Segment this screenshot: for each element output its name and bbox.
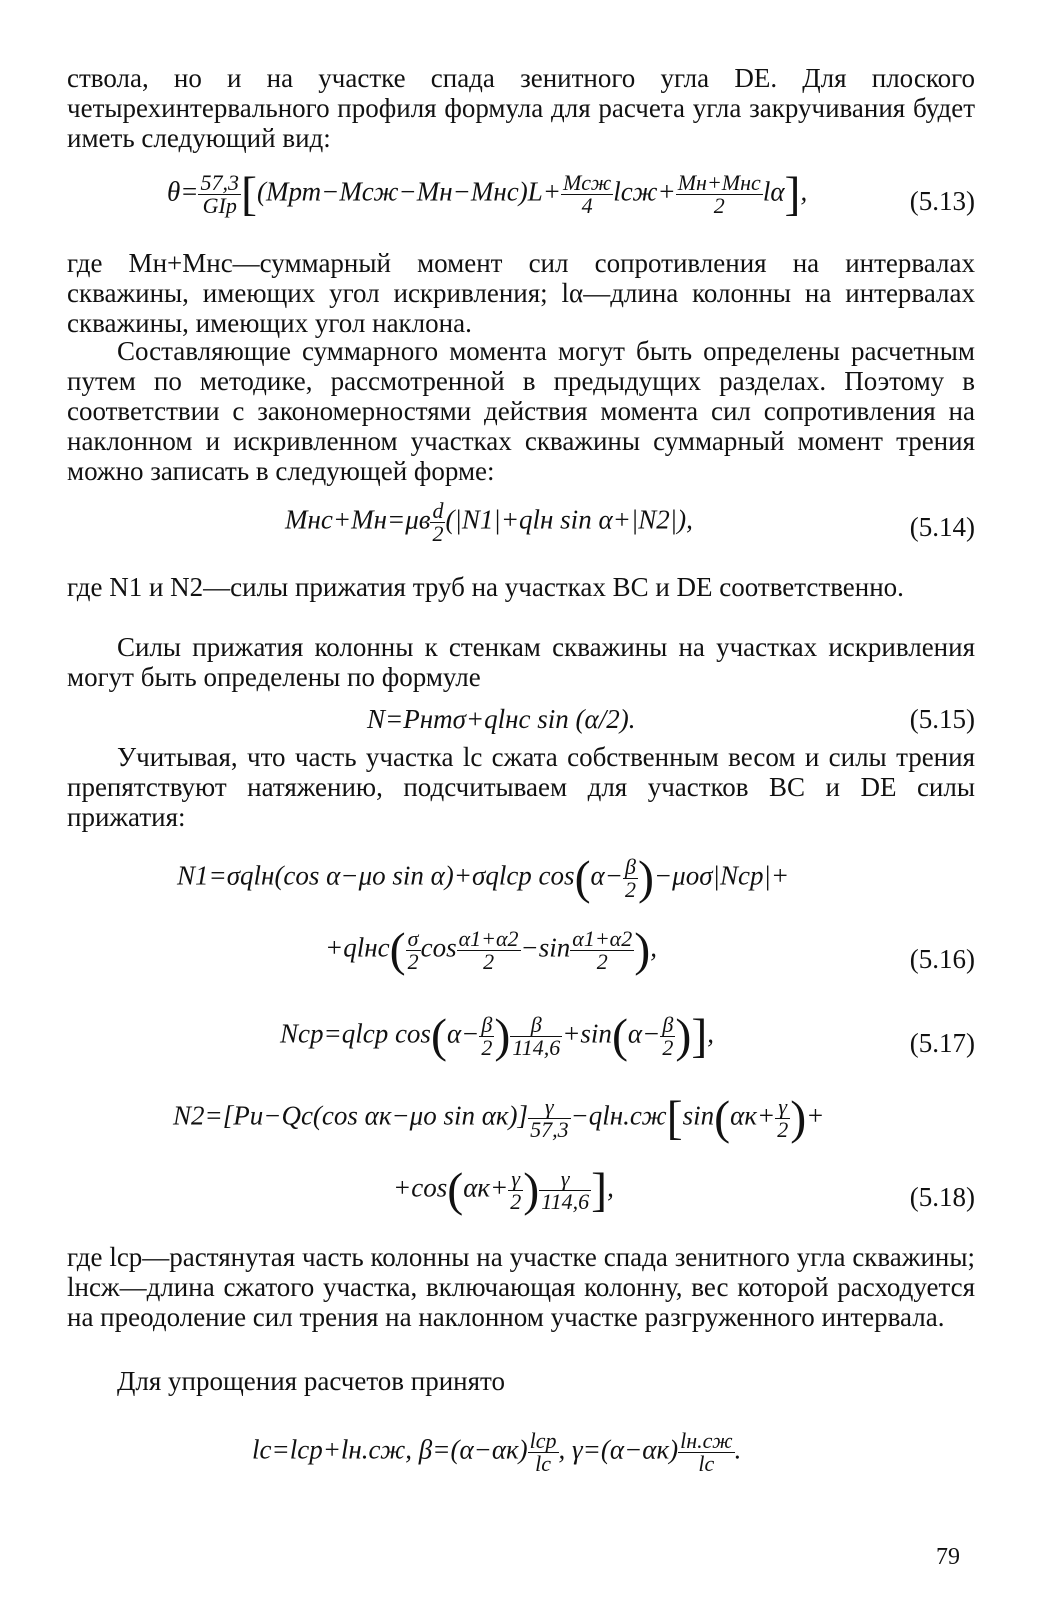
eq-body: , <box>607 1172 614 1203</box>
eq-body: N=Pнтσ+qlнс sin (α/2). <box>367 704 636 734</box>
fraction-numerator: γ <box>539 1168 591 1191</box>
eq-body: , <box>707 1018 715 1049</box>
fraction-numerator: γ <box>775 1096 790 1119</box>
paragraph-simplify: Для упрощения расчетов принято <box>117 1366 505 1396</box>
eq-body: α− <box>627 1018 661 1049</box>
fraction-denominator: lс <box>698 1451 715 1476</box>
equation-number: (5.17) <box>909 1028 975 1058</box>
eq-body: −qlн.сж <box>570 1100 667 1131</box>
eq-body: αк+ <box>463 1172 509 1203</box>
equation-5-18-line-2: +cos(αк+ $\frac{\gamma}{2}$ ) $\frac{\gamma}{114,6}$ ], (5.18) <box>393 1163 975 1217</box>
fraction-numerator: Mсж <box>562 170 612 195</box>
fraction-denominator: 2 <box>510 1189 522 1214</box>
eq-body: lсж+ <box>613 176 676 207</box>
fraction-denominator: GIp <box>202 193 237 218</box>
fraction-denominator: 2 <box>713 193 725 218</box>
fraction-numerator: γ <box>508 1168 523 1191</box>
fraction-numerator: β <box>510 1014 562 1037</box>
paragraph-intro: ствола, но и на участке спада зенитного угла DE. Для плоского четырехинтервального профиля формула для расчета угла закручивания будет иметь следующий вид: <box>67 63 975 153</box>
eq-body: lс=lср+lн.сж, β=(α−αк) <box>252 1434 528 1465</box>
fraction-numerator: β <box>660 1014 675 1037</box>
fraction-denominator: 2 <box>483 949 495 974</box>
fraction-numerator: α1+α2 <box>572 926 633 951</box>
eq-body: cos <box>420 932 457 963</box>
fraction-numerator: 57,3 <box>200 170 239 195</box>
equation-5-14 <box>67 496 975 556</box>
fraction-numerator: α1+α2 <box>458 926 519 951</box>
equation-number: (5.18) <box>909 1182 975 1212</box>
paragraph-components: Составляющие суммарного момента могут быть определены расчетным путем по методике, рассмотренной в предыдущих разделах. Поэтому в соответствии с закономерностями действия момента сил сопротивления на наклонном и искривленном участках скважины суммарный момент трения можно записать в следующей форме: <box>67 336 975 486</box>
eq-body: , γ=(α−αк) <box>558 1434 679 1465</box>
paragraph-forces: Силы прижатия колонны к стенкам скважины на участках искривления могут быть определены по формуле <box>67 632 975 692</box>
eq-lhs: θ= <box>167 176 199 207</box>
equation-final <box>67 1422 975 1486</box>
fraction-numerator: lср <box>529 1428 557 1453</box>
equation-5-16-line-1: N1=σqlн(cos α−μо sin α)+σqlср cos(α− $\frac{\beta}{2}$ )−μоσ|Nср|+ <box>177 851 790 905</box>
eq-rhs: (|N1|+qlн sin α+|N2|), <box>445 504 693 535</box>
paragraph-where-1: где Mн+Mнс—суммарный момент сил сопротивления на интервалах скважины, имеющих угол искривления; lα—длина колонны на интервалах скважины, имеющих угол наклона. <box>67 248 975 338</box>
equation-5-17: Nср=qlср cos(α− $\frac{\beta}{2}$ ) $\frac{\beta}{114,6}$ +sin(α− $\frac{\beta}{2}$ )], (5.17) <box>280 1009 975 1063</box>
fraction-denominator: 2 <box>481 1035 493 1060</box>
eq-body: (Mрт−Mсж−Mн−Mнс)L+ <box>256 176 561 207</box>
eq-body: . <box>734 1434 742 1465</box>
fraction-denominator: 4 <box>581 193 593 218</box>
fraction-denominator: 114,6 <box>541 1189 590 1214</box>
eq-body: −μоσ|Nср|+ <box>653 860 790 891</box>
equation-number: (5.15) <box>909 704 975 734</box>
fraction-numerator: σ <box>406 928 421 951</box>
fraction-denominator: 57,3 <box>530 1117 569 1142</box>
fraction-numerator: γ <box>528 1096 571 1119</box>
eq-body: +qlнс <box>325 932 390 963</box>
fraction-numerator: β <box>623 856 638 879</box>
equation-5-15 <box>67 704 975 736</box>
paragraph-where-3: где lср—растянутая часть колонны на участке спада зенитного угла скважины; lнсж—длина сжатого участка, включающая колонну, вес которой расходуется на преодоление сил трения на наклонном участке разгруженного интервала. <box>67 1242 975 1332</box>
equation-5-16-line-2: +qlнс( $\frac{\sigma}{2}$ cos $\frac{\alpha 1+\alpha 2}{2}$ −sin $\frac{\alpha 1+\alpha 2}{2}$ ), (5.16) <box>325 923 975 977</box>
eq-body: +cos <box>393 1172 448 1203</box>
fraction-numerator: d <box>432 498 444 523</box>
eq-body: sin <box>682 1100 715 1131</box>
fraction-denominator: 2 <box>624 877 636 902</box>
eq-body: N2=[Pи−Qс(cos αк−μо sin αк)] <box>173 1100 529 1131</box>
eq-body: α− <box>590 860 623 891</box>
fraction-numerator: β <box>479 1014 494 1037</box>
fraction-denominator: 2 <box>432 521 444 546</box>
eq-body: Nср=qlср cos <box>280 1018 431 1049</box>
fraction-denominator: 114,6 <box>512 1035 561 1060</box>
eq-body: , <box>650 932 657 963</box>
eq-body: −sin <box>520 932 571 963</box>
eq-body: +sin <box>562 1018 612 1049</box>
paragraph-considering: Учитывая, что часть участка lс сжата собственным весом и силы трения препятствуют натяжению, подсчитываем для участков BC и DE силы прижатия: <box>67 742 975 832</box>
eq-body: N1=σqlн(cos α−μо sin α)+σqlср cos <box>177 860 575 891</box>
equation-number: (5.14) <box>909 512 975 542</box>
fraction-numerator: lн.сж <box>680 1428 733 1453</box>
equation-5-13: θ= $\frac{57,3}{\text{GIp}}$ [(Mрт−Mсж−Mн−Mнс)L+ $\frac{\text{Mсж}}{4}$ lсж+ $\frac{\text{Mн+Mнс}}{2}$ lα], (5.13) <box>167 167 975 221</box>
fraction-denominator: 2 <box>407 949 419 974</box>
eq-body: α− <box>446 1018 480 1049</box>
fraction-denominator: 2 <box>777 1117 789 1142</box>
eq-body: lα <box>762 176 785 207</box>
fraction-denominator: lс <box>535 1451 552 1476</box>
fraction-numerator: Mн+Mнс <box>677 170 761 195</box>
eq-body: + <box>806 1100 825 1131</box>
paragraph-where-2: где N1 и N2—силы прижатия труб на участках BC и DE соответственно. <box>67 572 904 602</box>
eq-lhs: Mнс+Mн=μв <box>285 504 431 535</box>
fraction-denominator: 2 <box>596 949 608 974</box>
equation-5-18-line-1: N2=[Pи−Qс(cos αк−μо sin αк)] $\frac{\gamma}{57,3}$ −qlн.сж[sin(αк+ $\frac{\gamma}{2}$ )+ <box>173 1091 825 1145</box>
page-number: 79 <box>936 1544 960 1570</box>
equation-number: (5.16) <box>909 944 975 974</box>
equation-number: (5.13) <box>909 186 975 216</box>
eq-body: αк+ <box>730 1100 776 1131</box>
fraction-denominator: 2 <box>662 1035 674 1060</box>
